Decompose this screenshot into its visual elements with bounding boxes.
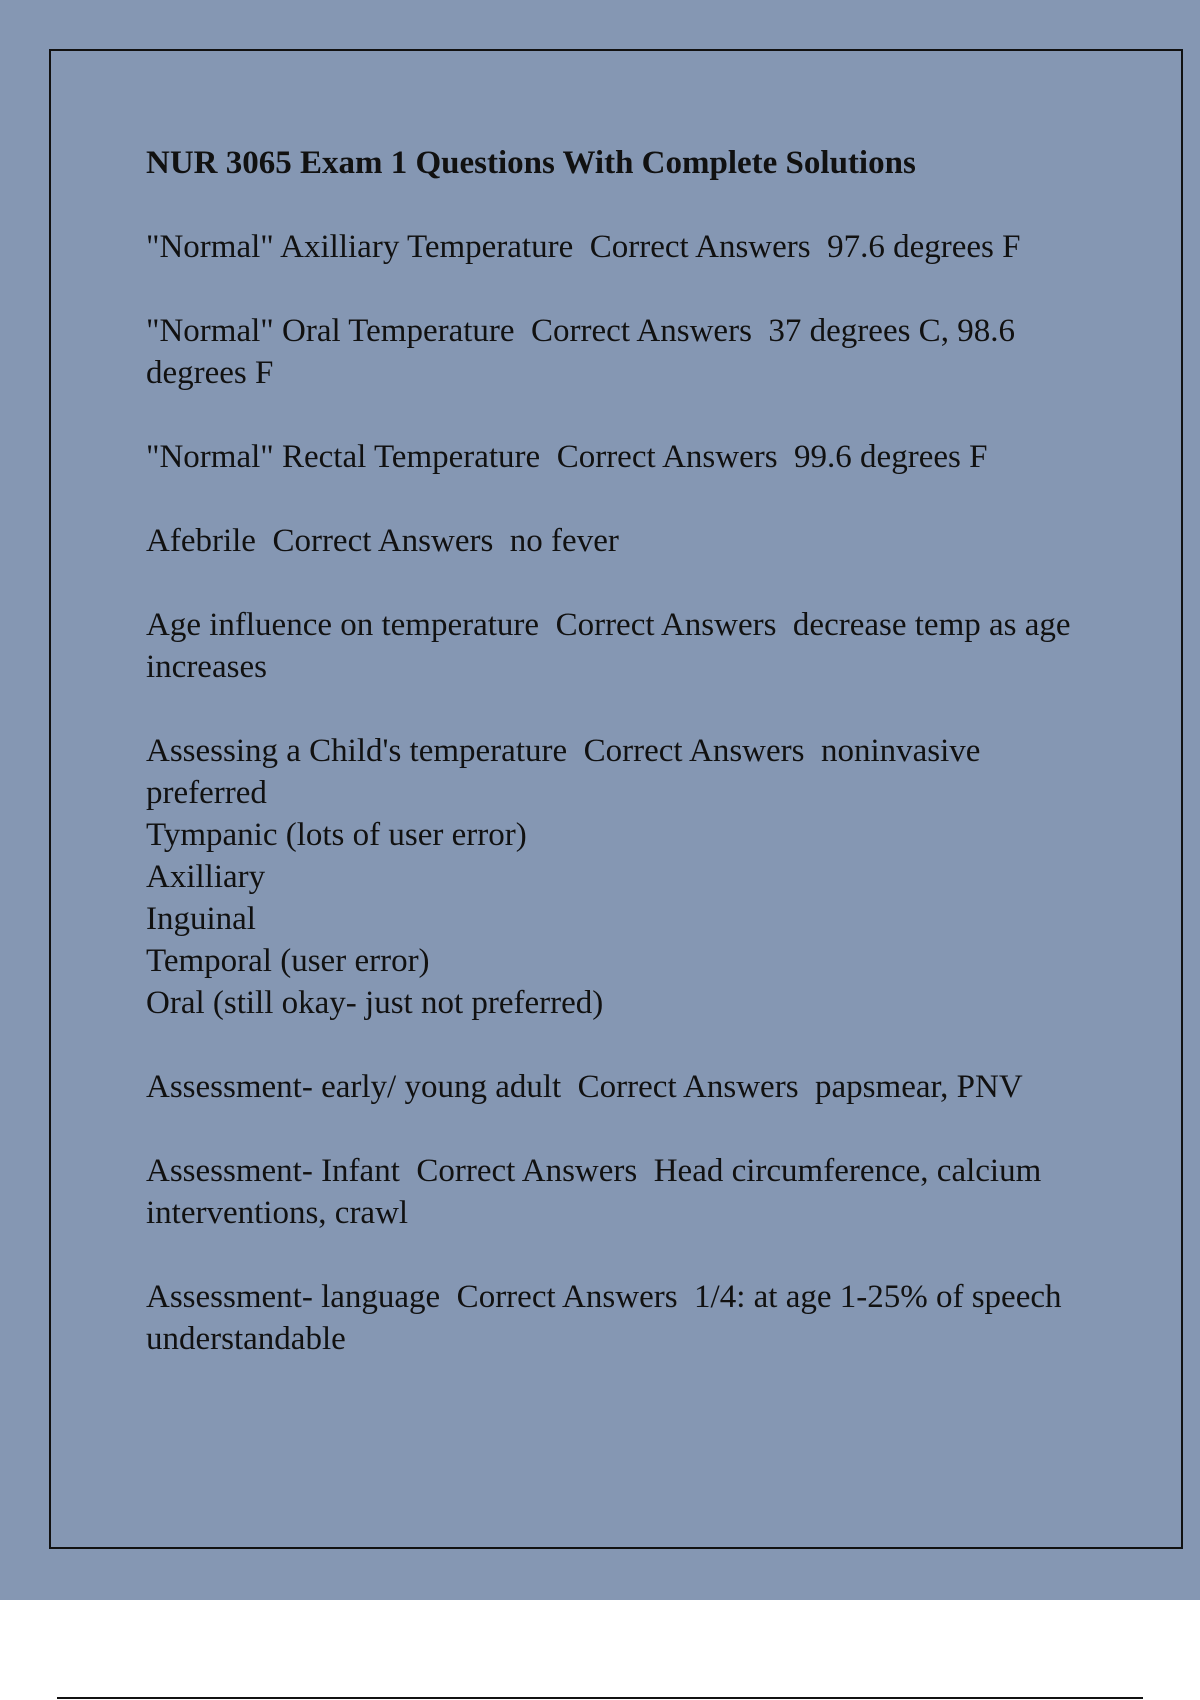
bottom-divider xyxy=(57,1697,1143,1699)
qa-item-axillary-temp: "Normal" Axilliary Temperature Correct Answers 97.6 degrees F xyxy=(146,229,1021,265)
document-title: NUR 3065 Exam 1 Questions With Complete Solutions xyxy=(146,145,916,181)
qa-item-rectal-temp: "Normal" Rectal Temperature Correct Answers 99.6 degrees F xyxy=(146,439,988,475)
document-body xyxy=(146,142,1096,1360)
qa-item-young-adult: Assessment- early/ young adult Correct Answers papsmear, PNV xyxy=(146,1069,1023,1105)
qa-item-infant: Assessment- Infant Correct Answers Head circumference, calcium interventions, crawl xyxy=(146,1153,1050,1231)
qa-item-language: Assessment- language Correct Answers 1/4: at age 1-25% of speech understandable xyxy=(146,1279,1070,1357)
qa-item-age-influence: Age influence on temperature Correct Answers decrease temp as age increases xyxy=(146,607,1079,685)
qa-item-oral-temp: "Normal" Oral Temperature Correct Answers 37 degrees C, 98.6 degrees F xyxy=(146,313,1024,391)
qa-item-child-temp: Assessing a Child's temperature Correct Answers noninvasive preferred Tympanic (lots of user error) Axilliary Inguinal Temporal (user error) Oral (still okay- just not preferred) xyxy=(146,733,981,1021)
qa-item-afebrile: Afebrile Correct Answers no fever xyxy=(146,523,619,559)
